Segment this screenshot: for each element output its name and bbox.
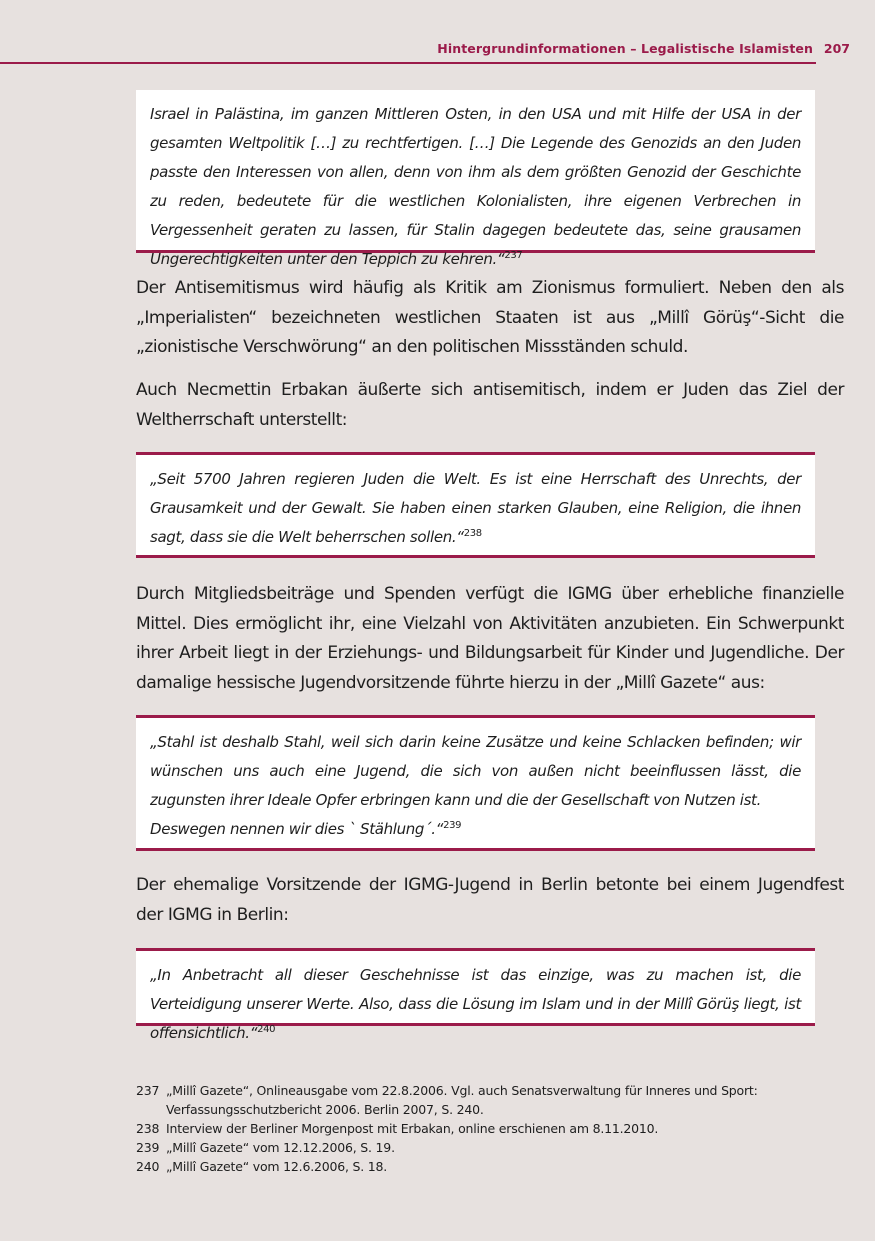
footnote-text: „Millî Gazete“ vom 12.12.2006, S. 19. (166, 1140, 395, 1155)
quote-block-4 (136, 948, 815, 1042)
footnote-number: 240 (136, 1159, 160, 1174)
footnote-text: Interview der Berliner Morgenpost mit Erbakan, online erschienen am 8.11.2010. (166, 1121, 659, 1136)
quote-text: „In Anbetracht all dieser Geschehnisse ist das einzige, was zu machen ist, die Verteidigung unserer Werte. Also, dass die Lösung im Islam und in der Millî Görüş liegt, ist offensichtlich.“$^{240}$ (150, 966, 801, 1042)
footnote-text: „Millî Gazete“ vom 12.6.2006, S. 18. (166, 1159, 388, 1174)
footnotes (136, 1081, 836, 1176)
footnote-ref: 239 (443, 820, 462, 831)
header-rule (0, 62, 816, 64)
footnote-ref: 238 (463, 528, 482, 539)
quote-text: „Seit 5700 Jahren regieren Juden die Welt. Es ist eine Herrschaft des Unrechts, der Grausamkeit und der Gewalt. Sie haben einen starken Glauben, eine Religion, die ihnen sagt, dass sie die Welt beherrschen sollen.“$^{238}$ (150, 470, 801, 546)
body-paragraph: Der ehemalige Vorsitzende der IGMG-Jugend in Berlin betonte bei einem Jugendfest der IGMG in Berlin: (136, 875, 844, 925)
footnote-number: 237 (136, 1083, 160, 1098)
quote-text-line: Deswegen nennen wir dies ` Stählung´.“$^{239}$ (150, 820, 462, 838)
footnote-item (136, 1138, 836, 1157)
footnote-item (136, 1157, 836, 1176)
footnote-number: 238 (136, 1121, 160, 1136)
footnote-text: „Millî Gazete“, Onlineausgabe vom 22.8.2006. Vgl. auch Senatsverwaltung für Inneres und Sport: Verfassungsschutzbericht 2006. Berlin 2007, S. 240. (166, 1083, 758, 1117)
quote-block-2 (136, 452, 815, 558)
footnote-number: 239 (136, 1140, 160, 1155)
quote-text: Israel in Palästina, im ganzen Mittleren Osten, in den USA und mit Hilfe der USA in der gesamten Weltpolitik […] zu rechtfertigen. […] Die Legende des Genozids an den Juden passte den Interessen von allen, denn von ihm als dem größten Genozid der Geschichte zu reden, bedeutete für die westlichen Kolonialisten, ihre eigenen Verbrechen in Vergessenheit geraten zu lassen, für Stalin dagegen bedeutete das, seine grausamen Ungerechtigkeiten unter den Teppich zu kehren.“$^{237}$ (150, 105, 801, 268)
running-header-title: Hintergrundinformationen – Legalistische Islamisten (437, 41, 813, 56)
footnote-item (136, 1119, 836, 1138)
page-number: 207 (823, 41, 850, 56)
quote-text: „Stahl ist deshalb Stahl, weil sich darin keine Zusätze und keine Schlacken befinden; wir wünschen uns auch eine Jugend, die sich von außen nicht beeinflussen lässt, die zugunsten ihrer Ideale Opfer erbringen kann und die der Gesellschaft von Nutzen ist. (150, 733, 801, 809)
footnote-ref: 237 (504, 250, 523, 261)
body-paragraph: Durch Mitgliedsbeiträge und Spenden verfügt die IGMG über erhebliche finanzielle Mittel. Dies ermöglicht ihr, eine Vielzahl von Aktivitäten anzubieten. Ein Schwerpunkt ihrer Arbeit liegt in der Erziehungs- und Bildungsarbeit für Kinder und Jugendliche. Der damalige hessische Jugendvorsitzende führte hierzu in der „Millî Gazete“ aus: (136, 584, 844, 693)
body-paragraph: Auch Necmettin Erbakan äußerte sich antisemitisch, indem er Juden das Ziel der Weltherrschaft unterstellt: (136, 380, 844, 430)
quote-block-1 (136, 90, 815, 268)
quote-block-3 (136, 715, 815, 851)
footnote-item (136, 1081, 836, 1119)
footnote-ref: 240 (257, 1024, 276, 1035)
body-paragraph: Der Antisemitismus wird häufig als Kritik am Zionismus formuliert. Neben den als „Imperialisten“ bezeichneten westlichen Staaten ist aus „Millî Görüş“-Sicht die „zionistische Verschwörung“ an den politischen Missständen schuld. (136, 278, 844, 357)
